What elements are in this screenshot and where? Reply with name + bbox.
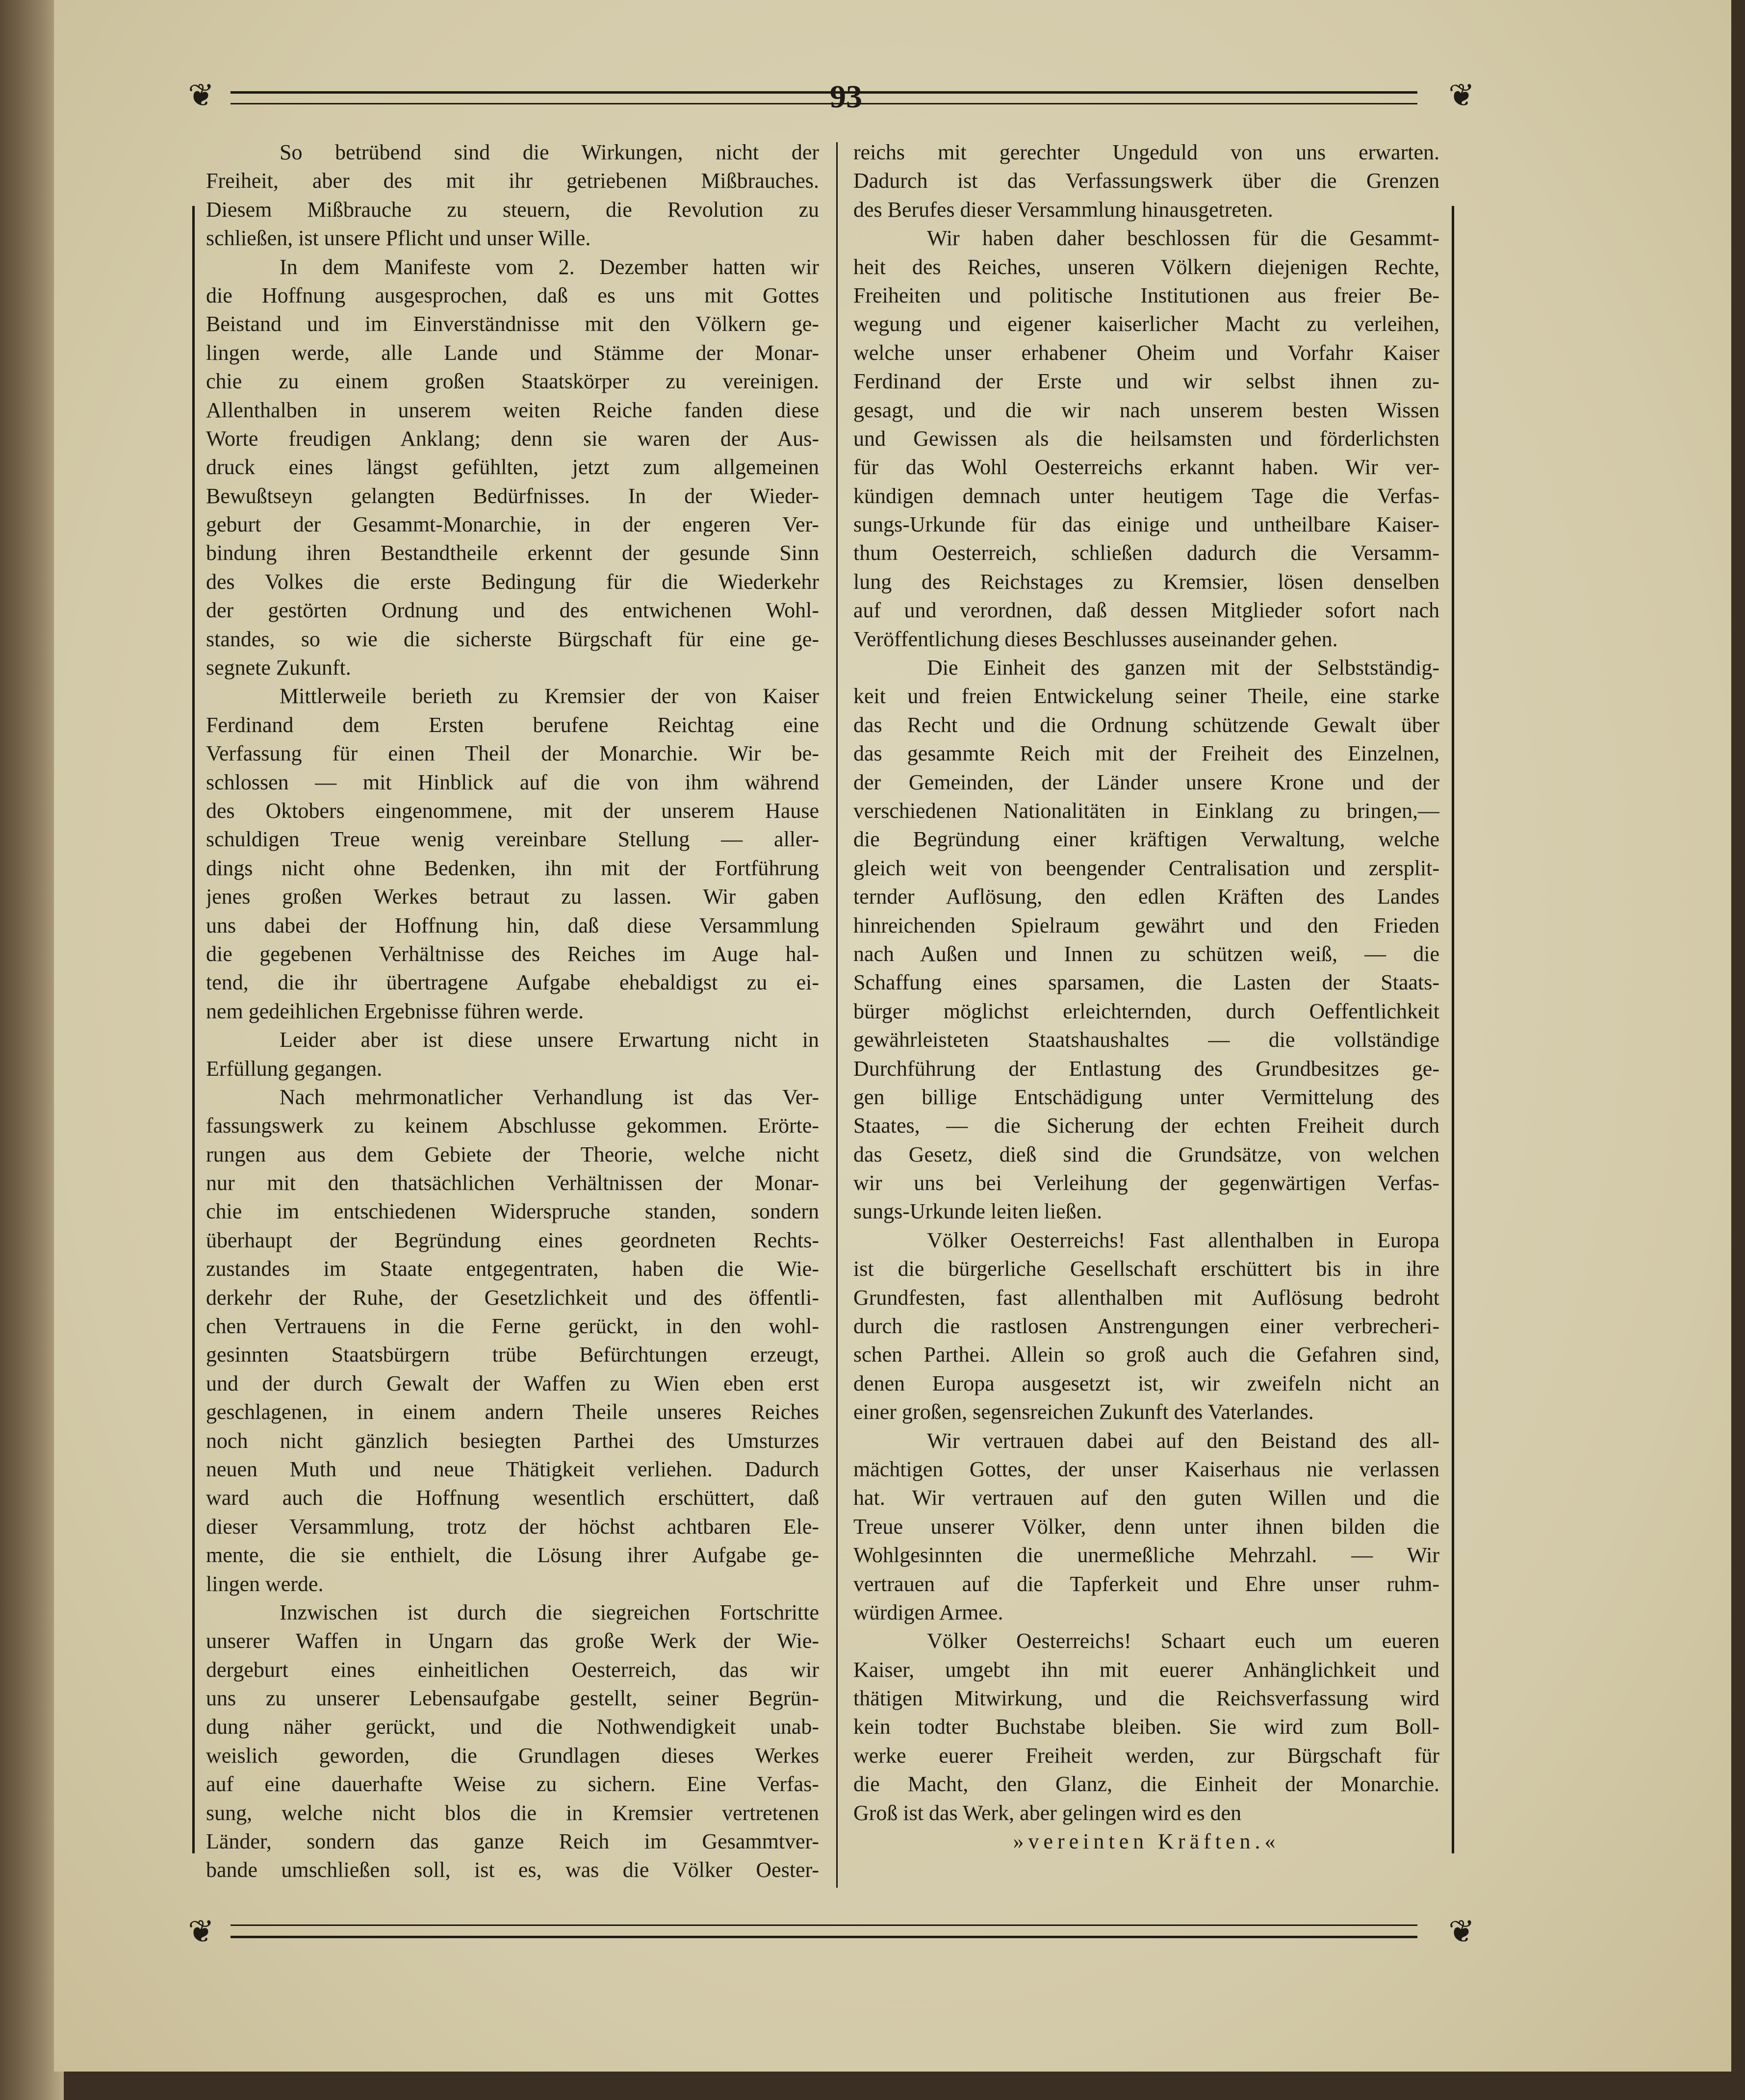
paragraph bbox=[206, 253, 819, 683]
text-line: zustandes im Staate entgegentraten, haben die Wie- bbox=[206, 1257, 819, 1281]
text-line: uns dabei der Hoffnung hin, daß diese Versammlung bbox=[206, 913, 819, 937]
text-line: reichs mit gerechter Ungeduld von uns erwarten. bbox=[853, 140, 1439, 164]
text-line: wir uns bei Verleihung der gegenwärtigen Verfas- bbox=[853, 1171, 1439, 1195]
paragraph bbox=[206, 1083, 819, 1598]
column-divider bbox=[836, 142, 838, 1888]
text-line: gen billige Entschädigung unter Vermittelung des bbox=[853, 1085, 1439, 1109]
text-line: lingen werde, alle Lande und Stämme der Monar- bbox=[206, 340, 819, 365]
text-line: bande umschließen soll, ist es, was die Völker Oester- bbox=[206, 1858, 819, 1882]
right-column bbox=[853, 138, 1439, 1856]
text-line: chen Vertrauens in die Ferne gerückt, in den wohl- bbox=[206, 1314, 819, 1339]
text-line: Bewußtseyn gelangten Bedürfnisses. In der Wieder- bbox=[206, 483, 819, 508]
text-line: Wir haben daher beschlossen für die Gesammt- bbox=[927, 226, 1439, 251]
text-line: Freiheit, aber des mit ihr getriebenen Mißbrauches. bbox=[206, 169, 819, 193]
text-line: für das Wohl Oesterreichs erkannt haben. Wir ver- bbox=[853, 455, 1439, 480]
corner-ornament-icon: ❦ bbox=[1448, 78, 1475, 113]
text-line: dung näher gerückt, und die Nothwendigkeit unab- bbox=[206, 1715, 819, 1739]
text-line: ternder Auflösung, den edlen Kräften des Landes bbox=[853, 885, 1439, 909]
text-line: heit des Reiches, unseren Völkern diejenigen Rechte, bbox=[853, 254, 1439, 279]
text-line: ward auch die Hoffnung wesentlich erschüttert, daß bbox=[206, 1486, 819, 1510]
text-line: kein todter Buchstabe bleiben. Sie wird zum Boll- bbox=[853, 1715, 1439, 1739]
text-line: mente, die sie enthielt, die Lösung ihrer Aufgabe ge- bbox=[206, 1543, 819, 1568]
text-line: So betrübend sind die Wirkungen, nicht der bbox=[280, 140, 819, 164]
text-line: die Macht, den Glanz, die Einheit der Monarchie. bbox=[853, 1772, 1439, 1796]
left-rule bbox=[192, 206, 195, 1853]
right-rule bbox=[1452, 206, 1454, 1853]
text-line: Grundfesten, fast allenthalben mit Auflösung bedroht bbox=[853, 1285, 1439, 1310]
text-line: verschiedenen Nationalitäten in Einklang zu bringen,— bbox=[853, 798, 1439, 823]
paragraph bbox=[206, 1598, 819, 1885]
corner-ornament-icon: ❦ bbox=[1448, 1914, 1475, 1949]
paragraph bbox=[853, 654, 1439, 1226]
text-line: der Gemeinden, der Länder unsere Krone und der bbox=[853, 770, 1439, 794]
text-line: denen Europa ausgesetzt ist, wir zweifeln nicht an bbox=[853, 1371, 1439, 1395]
text-line: die Hoffnung ausgesprochen, daß es uns mit Gottes bbox=[206, 283, 819, 307]
text-line: geburt der Gesammt-Monarchie, in der engeren Ver- bbox=[206, 512, 819, 537]
text-line: hinreichenden Spielraum gewährt und den Frieden bbox=[853, 913, 1439, 937]
text-line: neuen Muth und neue Thätigkeit verliehen. Dadurch bbox=[206, 1457, 819, 1481]
text-line: Kaiser, umgebt ihn mit euerer Anhänglichkeit und bbox=[853, 1657, 1439, 1682]
text-line: segnete Zukunft. bbox=[206, 656, 351, 680]
text-line: auf eine dauerhafte Weise zu sichern. Eine Verfas- bbox=[206, 1772, 819, 1796]
text-line: Freiheiten und politische Institutionen aus freier Be- bbox=[853, 283, 1439, 307]
text-line: und Gewissen als die heilsamsten und förderlichsten bbox=[853, 426, 1439, 451]
text-line: Leider aber ist diese unsere Erwartung nicht in bbox=[280, 1028, 819, 1052]
text-line: schen Parthei. Allein so groß auch die Gefahren sind, bbox=[853, 1342, 1439, 1367]
text-line: sungs-Urkunde für das einige und untheilbare Kaiser- bbox=[853, 512, 1439, 537]
text-line: auf und verordnen, daß dessen Mitglieder sofort nach bbox=[853, 598, 1439, 623]
text-line: Durchführung der Entlastung des Grundbesitzes ge- bbox=[853, 1056, 1439, 1081]
text-line: Wir vertrauen dabei auf den Beistand des all- bbox=[927, 1428, 1439, 1453]
text-line: Schaffung eines sparsamen, die Lasten der Staats- bbox=[853, 970, 1439, 995]
bottom-rule-inner bbox=[231, 1924, 1417, 1926]
text-line: Treue unserer Völker, denn unter ihnen bilden die bbox=[853, 1514, 1439, 1539]
text-line: thum Oesterreich, schließen dadurch die Versamm- bbox=[853, 541, 1439, 565]
text-line: weislich geworden, die Grundlagen dieses Werkes bbox=[206, 1743, 819, 1768]
text-line: die Begründung einer kräftigen Verwaltung, welche bbox=[853, 827, 1439, 852]
text-line: gesinnten Staatsbürgern trübe Befürchtungen erzeugt, bbox=[206, 1342, 819, 1367]
text-line: Veröffentlichung dieses Beschlusses auseinander gehen. bbox=[853, 627, 1338, 651]
closing-line: »vereinten Kräften.« bbox=[1013, 1829, 1280, 1854]
text-line: das Recht und die Ordnung schützende Gewalt über bbox=[853, 712, 1439, 737]
paragraph bbox=[206, 682, 819, 1026]
text-line: In dem Manifeste vom 2. Dezember hatten wir bbox=[280, 254, 819, 279]
text-line: chie im entschiedenen Widerspruche standen, sondern bbox=[206, 1199, 819, 1224]
text-line: Die Einheit des ganzen mit der Selbstständig- bbox=[927, 656, 1439, 680]
text-line: Nach mehrmonatlicher Verhandlung ist das Ver- bbox=[280, 1085, 819, 1109]
text-line: lingen werde. bbox=[206, 1571, 324, 1596]
left-column bbox=[206, 138, 819, 1885]
text-line: dings nicht ohne Bedenken, ihn mit der Fortführung bbox=[206, 856, 819, 880]
text-line: lung des Reichstages zu Kremsier, lösen denselben bbox=[853, 569, 1439, 594]
text-line: nur mit den thatsächlichen Verhältnissen der Monar- bbox=[206, 1171, 819, 1195]
text-line: des Oktobers eingenommene, mit der unserem Hause bbox=[206, 798, 819, 823]
paragraph bbox=[206, 138, 819, 253]
text-line: fassungswerk zu keinem Abschlusse gekommen. Erörte- bbox=[206, 1113, 819, 1138]
text-line: chie zu einem großen Staatskörper zu vereinigen. bbox=[206, 369, 819, 394]
text-line: ist die bürgerliche Gesellschaft erschüttert bis in ihre bbox=[853, 1257, 1439, 1281]
text-line: bürger möglichst erleichternden, durch Oeffentlichkeit bbox=[853, 999, 1439, 1023]
text-line: geschlagenen, in einem andern Theile unseres Reiches bbox=[206, 1400, 819, 1424]
text-line: des Berufes dieser Versammlung hinausgetreten. bbox=[853, 197, 1273, 222]
paragraph bbox=[853, 138, 1439, 224]
text-line: Wohlgesinnten die unermeßliche Mehrzahl. — Wir bbox=[853, 1543, 1439, 1568]
text-line: druck eines längst gefühlten, jetzt zum allgemeinen bbox=[206, 455, 819, 480]
text-line: schlossen — mit Hinblick auf die von ihm während bbox=[206, 770, 819, 794]
text-line: einer großen, segensreichen Zukunft des Vaterlandes. bbox=[853, 1400, 1314, 1424]
text-line: würdigen Armee. bbox=[853, 1600, 1003, 1624]
paragraph bbox=[853, 224, 1439, 654]
text-line: welche unser erhabener Oheim und Vorfahr Kaiser bbox=[853, 340, 1439, 365]
text-line: Ferdinand der Erste und wir selbst ihnen zu- bbox=[853, 369, 1439, 394]
text-line: gewährleisteten Staatshaushaltes — die vollständige bbox=[853, 1028, 1439, 1052]
paragraph bbox=[853, 1427, 1439, 1627]
text-line: jenes großen Werkes betraut zu lassen. Wir gaben bbox=[206, 885, 819, 909]
text-line: schließen, ist unsere Pflicht und unser Wille. bbox=[206, 226, 591, 251]
text-line: uns zu unserer Lebensaufgabe gestellt, seiner Begrün- bbox=[206, 1686, 819, 1711]
text-line: standes, so wie die sicherste Bürgschaft für eine ge- bbox=[206, 627, 819, 651]
text-line: wegung und eigener kaiserlicher Macht zu verleihen, bbox=[853, 312, 1439, 336]
text-line: rungen aus dem Gebiete der Theorie, welche nicht bbox=[206, 1142, 819, 1166]
text-line: Worte freudigen Anklang; denn sie waren der Aus- bbox=[206, 426, 819, 451]
text-line: unserer Waffen in Ungarn das große Werk der Wie- bbox=[206, 1629, 819, 1653]
text-line: werke euerer Freiheit werden, zur Bürgschaft für bbox=[853, 1743, 1439, 1768]
text-line: tend, die ihr übertragene Aufgabe ehebaldigst zu ei- bbox=[206, 970, 819, 995]
text-line: die gegebenen Verhältnisse des Reiches im Auge hal- bbox=[206, 941, 819, 966]
text-line: vertrauen auf die Tapferkeit und Ehre unser ruhm- bbox=[853, 1571, 1439, 1596]
text-line: bindung ihren Bestandtheile erkennt der gesunde Sinn bbox=[206, 541, 819, 565]
text-line: Verfassung für einen Theil der Monarchie. Wir be- bbox=[206, 741, 819, 766]
text-line: Staates, — die Sicherung der echten Freiheit durch bbox=[853, 1113, 1439, 1138]
text-line: Länder, sondern das ganze Reich im Gesammtver- bbox=[206, 1829, 819, 1854]
bottom-rule-outer bbox=[231, 1936, 1417, 1938]
paragraph bbox=[853, 1627, 1439, 1827]
text-line: schuldigen Treue wenig vereinbare Stellung — aller- bbox=[206, 827, 819, 852]
text-line: Ferdinand dem Ersten berufene Reichtag eine bbox=[206, 712, 819, 737]
text-line: das gesammte Reich mit der Freiheit des Einzelnen, bbox=[853, 741, 1439, 766]
text-line: dieser Versammlung, trotz der höchst achtbaren Ele- bbox=[206, 1514, 819, 1539]
text-line: noch nicht gänzlich besiegten Parthei des Umsturzes bbox=[206, 1428, 819, 1453]
text-line: der gestörten Ordnung und des entwichenen Wohl- bbox=[206, 598, 819, 623]
text-line: und der durch Gewalt der Waffen zu Wien eben erst bbox=[206, 1371, 819, 1395]
page-number: 93 bbox=[830, 79, 862, 115]
text-line: nem gedeihlichen Ergebnisse führen werde. bbox=[206, 999, 584, 1023]
text-line: hat. Wir vertrauen auf den guten Willen und die bbox=[853, 1486, 1439, 1510]
text-line: sung, welche nicht blos die in Kremsier vertretenen bbox=[206, 1800, 819, 1825]
text-line: des Volkes die erste Bedingung für die Wiederkehr bbox=[206, 569, 819, 594]
text-line: durch die rastlosen Anstrengungen einer verbrecheri- bbox=[853, 1314, 1439, 1339]
text-line: nach Außen und Innen zu schützen weiß, — die bbox=[853, 941, 1439, 966]
text-line: derkehr der Ruhe, der Gesetzlichkeit und des öffentli- bbox=[206, 1285, 819, 1310]
text-line: Mittlerweile berieth zu Kremsier der von Kaiser bbox=[280, 684, 819, 708]
paragraph bbox=[206, 1026, 819, 1083]
text-line: thätigen Mitwirkung, und die Reichsverfassung wird bbox=[853, 1686, 1439, 1711]
text-line: mächtigen Gottes, der unser Kaiserhaus nie verlassen bbox=[853, 1457, 1439, 1481]
text-line: Allenthalben in unserem weiten Reiche fanden diese bbox=[206, 398, 819, 422]
corner-ornament-icon: ❦ bbox=[188, 78, 214, 113]
text-line: gleich weit von beengender Centralisation und zersplit- bbox=[853, 856, 1439, 880]
text-line: dergeburt eines einheitlichen Oesterreich, das wir bbox=[206, 1657, 819, 1682]
text-line: Beistand und im Einverständnisse mit den Völkern ge- bbox=[206, 312, 819, 336]
text-line: Dadurch ist das Verfassungswerk über die Grenzen bbox=[853, 169, 1439, 193]
text-line: Völker Oesterreichs! Schaart euch um eueren bbox=[927, 1629, 1439, 1653]
paragraph bbox=[853, 1226, 1439, 1427]
text-line: Groß ist das Werk, aber gelingen wird es den bbox=[853, 1800, 1242, 1825]
text-line: Völker Oesterreichs! Fast allenthalben in Europa bbox=[927, 1228, 1439, 1252]
text-line: das Gesetz, dieß sind die Grundsätze, von welchen bbox=[853, 1142, 1439, 1166]
text-line: Erfüllung gegangen. bbox=[206, 1056, 383, 1081]
text-line: Diesem Mißbrauche zu steuern, die Revolution zu bbox=[206, 197, 819, 222]
text-line: kündigen demnach unter heutigem Tage die Verfas- bbox=[853, 483, 1439, 508]
text-line: überhaupt der Begründung eines geordneten Rechts- bbox=[206, 1228, 819, 1252]
text-line: keit und freien Entwickelung seiner Theile, eine starke bbox=[853, 684, 1439, 708]
text-line: gesagt, und die wir nach unserem besten Wissen bbox=[853, 398, 1439, 422]
text-line: sungs-Urkunde leiten ließen. bbox=[853, 1199, 1103, 1224]
corner-ornament-icon: ❦ bbox=[188, 1914, 214, 1949]
text-line: Inzwischen ist durch die siegreichen Fortschritte bbox=[280, 1600, 819, 1624]
